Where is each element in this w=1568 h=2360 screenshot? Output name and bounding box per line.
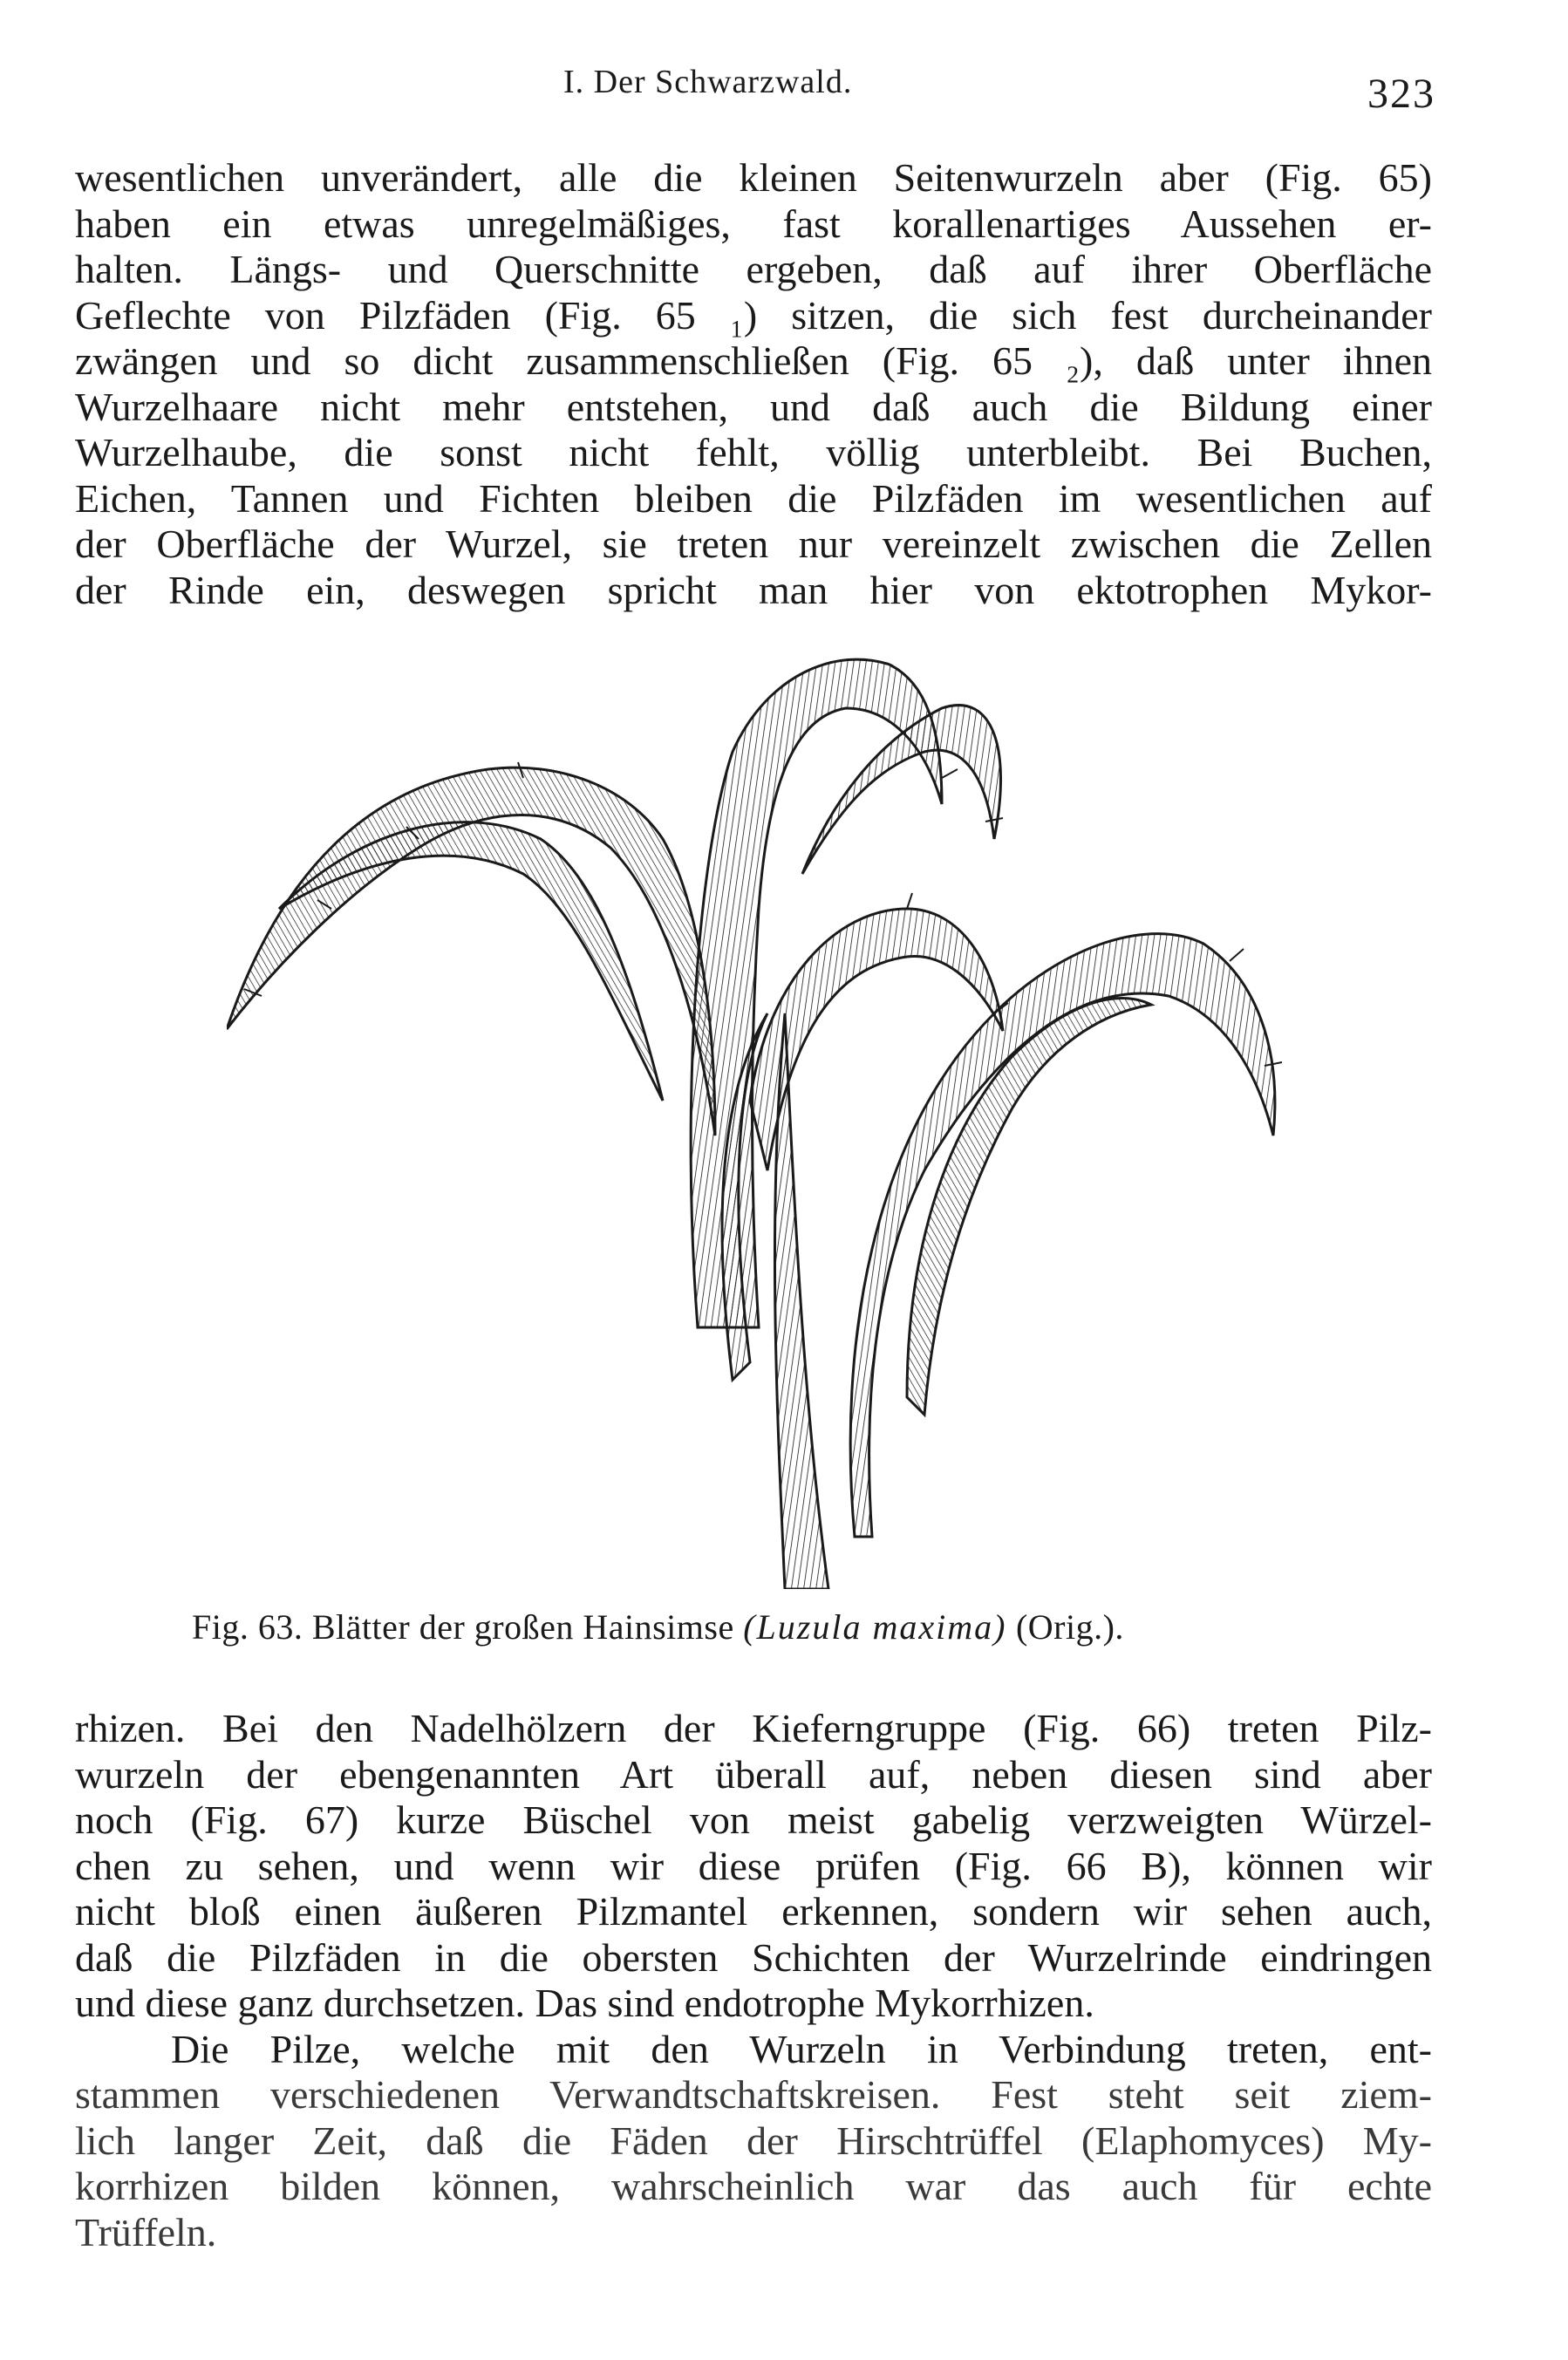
text-line: wesentlichen unverändert, alle die kleinen Seitenwurzeln aber (Fig. 65) — [75, 155, 1432, 200]
text-line: Wurzelhaare nicht mehr entstehen, und daß auch die Bildung einer — [75, 384, 1432, 429]
text-line: daß die Pilzfäden in die obersten Schichten der Wurzelrinde eindringen — [75, 1934, 1432, 1980]
text-line: der Oberfläche der Wurzel, sie treten nur vereinzelt zwischen die Zellen — [75, 522, 1432, 566]
paragraph-bottom — [75, 1706, 1432, 2255]
text-line: Trüffeln. — [75, 2209, 217, 2254]
text-line: nicht bloß einen äußeren Pilzmantel erkennen, sondern wir sehen auch, — [75, 1889, 1432, 1934]
text-line: Geflechte von Pilzfäden (Fig. 65 ₁) sitzen, die sich fest durcheinander — [75, 292, 1432, 338]
text-line: Die Pilze, welche mit den Wurzeln in Verbindung treten, ent- — [171, 2026, 1432, 2071]
leaf-left-lower — [279, 822, 663, 1101]
paragraph-top — [75, 155, 1432, 613]
text-line: Wurzelhaube, die sonst nicht fehlt, völlig unterbleibt. Bei Buchen, — [75, 430, 1432, 474]
page-number: 323 — [1367, 71, 1435, 117]
text-line: rhizen. Bei den Nadelhölzern der Kieferngruppe (Fig. 66) treten Pilz- — [75, 1706, 1432, 1750]
text-line: korrhizen bilden können, wahrscheinlich war das auch für echte — [75, 2164, 1432, 2208]
text-line: und diese ganz durchsetzen. Das sind endotrophe Mykorrhizen. — [75, 1981, 1094, 2025]
text-line: halten. Längs- und Querschnitte ergeben, daß auf ihrer Oberfläche — [75, 247, 1432, 291]
figure-caption — [192, 1606, 1378, 1647]
caption-species: (Luzula maxima) — [743, 1607, 1007, 1647]
text-line: stammen verschiedenen Verwandtschaftskreisen. Fest steht seit ziem- — [75, 2072, 1432, 2117]
text-line: haben ein etwas unregelmäßiges, fast korallenartiges Aussehen er- — [75, 201, 1432, 246]
text-line: Eichen, Tannen und Fichten bleiben die Pilzfäden im wesentlichen auf — [75, 475, 1432, 521]
text-line: wurzeln der ebengenannten Art überall auf, neben diesen sind aber — [75, 1751, 1432, 1797]
text-line: chen zu sehen, und wenn wir diese prüfen (Fig. 66 B), können wir — [75, 1843, 1432, 1888]
leaf-illustration — [227, 647, 1291, 1589]
text-line: lich langer Zeit, daß die Fäden der Hirschtrüffel (Elaphomyces) My- — [75, 2118, 1432, 2163]
leaf-inner-right — [907, 999, 1151, 1415]
caption-suffix: (Orig.). — [1015, 1607, 1124, 1647]
text-line: noch (Fig. 67) kurze Büschel von meist gabelig verzweigten Würzel- — [75, 1797, 1432, 1842]
running-title: I. Der Schwarzwald. — [563, 64, 853, 100]
page-header — [75, 58, 1435, 119]
figure-63-luzula-leaves — [227, 647, 1291, 1589]
caption-prefix: Fig. 63. Blätter der großen Hainsimse — [192, 1607, 734, 1647]
text-line: zwängen und so dicht zusammenschließen (Fig. 65 ₂), daß unter ihnen — [75, 338, 1432, 383]
text-line: der Rinde ein, deswegen spricht man hier von ektotrophen Mykor- — [75, 567, 1432, 612]
